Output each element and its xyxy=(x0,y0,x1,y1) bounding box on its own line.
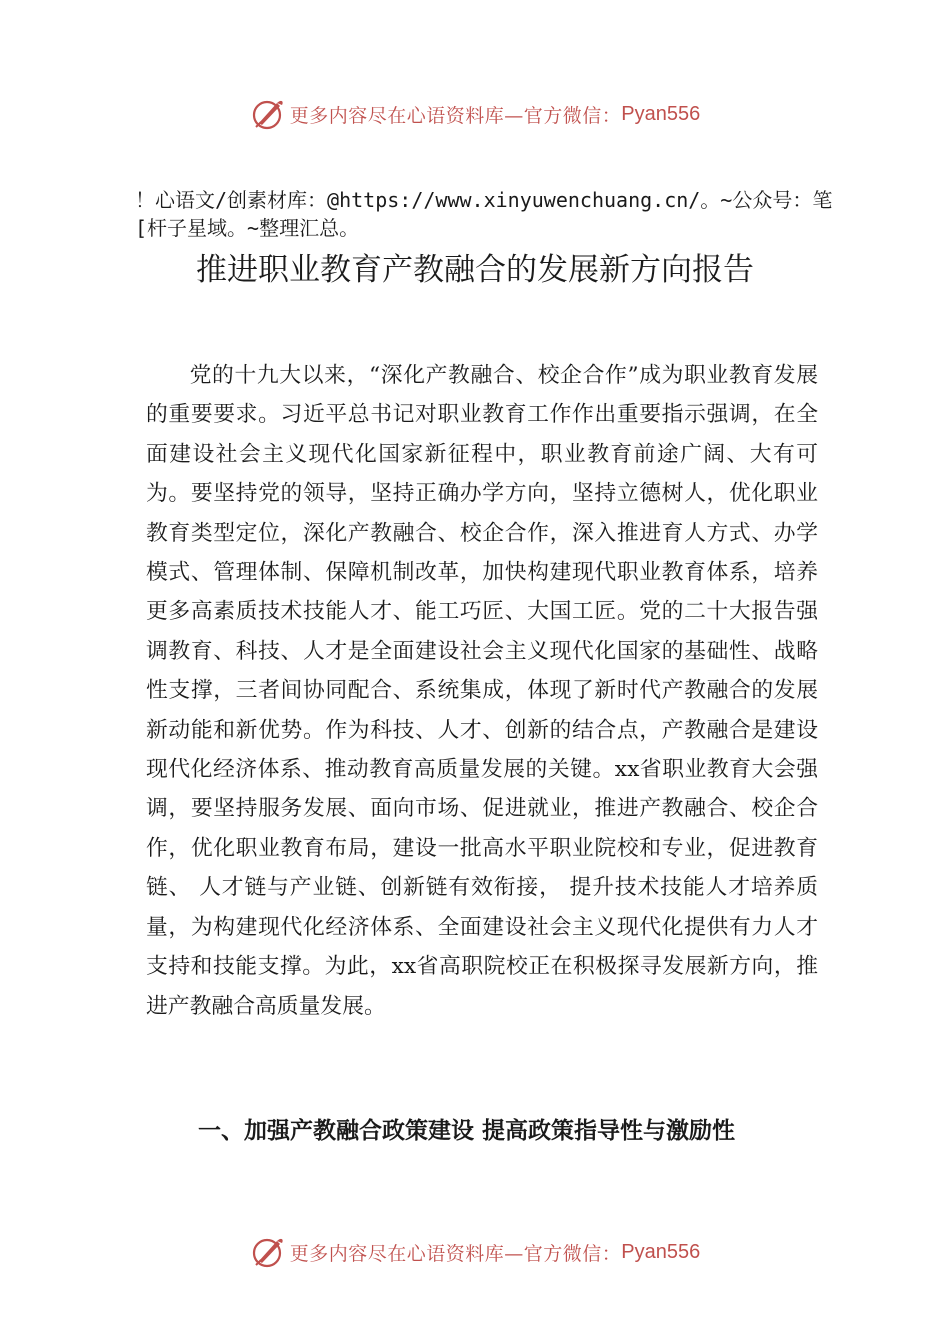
body-paragraph: 党的十九大以来，“深化产教融合、校企合作”成为职业教育发展的重要要求。习近平总书记对职业教育工作作出重要指示强调，在全面建设社会主义现代化国家新征程中，职业教育前途广阔、大有可为。要坚持党的领导，坚持正确办学方向，坚持立德树人，优化职业教育类型定位，深化产教融合、校企合作，深入推进育人方式、办学模式、管理体制、保障机制改革，加快构建现代职业教育体系，培养更多高素质技术技能人才、能工巧匠、大国工匠。党的二十大报告强调教育、科技、人才是全面建设社会主义现代化国家的基础性、战略性支撑，三者间协同配合、系统集成，体现了新时代产教融合的发展新动能和新优势。作为科技、人才、创新的结合点，产教融合是建设现代化经济体系、推动教育高质量发展的关键。xx省职业教育大会强调，要坚持服务发展、面向市场、促进就业，推进产教融合、校企合作，优化职业教育布局，建设一批高水平职业院校和专业，促进教育链、 人才链与产业链、创新链有效衔接， 提升技术技能人才培养质量，为构建现代化经济体系、全面建设社会主义现代化提供有力人才支持和技能支撑。为此，xx省高职院校正在积极探寻发展新方向，推进产教融合高质量发展。 xyxy=(146,363,818,1019)
watermark-banner-bottom xyxy=(0,1230,950,1274)
quill-pen-logo-icon xyxy=(250,1234,286,1270)
watermark-wechat-id: Pyan556 xyxy=(621,102,701,125)
watermark-wechat-id: Pyan556 xyxy=(621,1240,701,1263)
quill-pen-logo-icon xyxy=(250,96,286,132)
watermark-text: 更多内容尽在心语资料库—官方微信： xyxy=(289,1242,622,1265)
section-heading: 一、加强产教融合政策建设 提高政策指导性与激励性 xyxy=(198,1118,736,1144)
watermark-banner-top xyxy=(0,92,950,136)
document-title: 推进职业教育产教融合的发展新方向报告 xyxy=(196,252,754,288)
watermark-text: 更多内容尽在心语资料库—官方微信： xyxy=(289,104,622,127)
source-note: ！心语文/创素材库：@https://www.xinyuwenchuang.cn/。~公众号：笔[杆子星域。~整理汇总。 xyxy=(135,188,833,240)
